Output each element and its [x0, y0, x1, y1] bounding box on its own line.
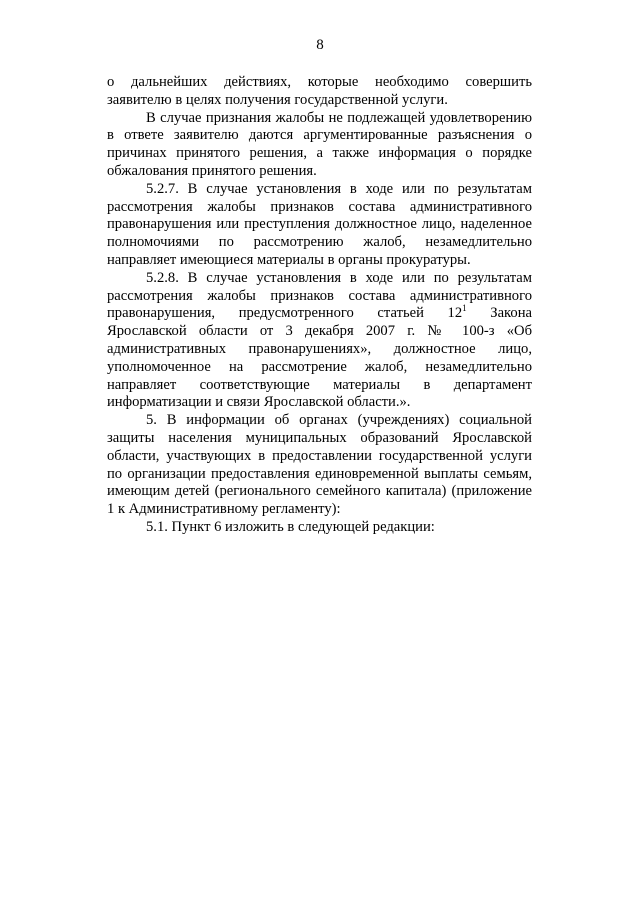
paragraph-5-2-7: 5.2.7. В случае установления в ходе или по результатам рассмотрения жалобы признаков состава административного правонарушения или преступления должностное лицо, наделенное полномочиями по рассмотрению жалоб, незамедлительно направляет имеющиеся материалы в органы прокуратуры.	[107, 180, 532, 268]
paragraph-5-2-8	[107, 270, 532, 412]
paragraph-refusal-explanation: В случае признания жалобы не подлежащей удовлетворению в ответе заявителю даются аргументированные разъяснения о причинах принятого решения, а также информация о порядке обжалования принятого решения.	[107, 109, 532, 179]
paragraph-item-5-1: 5.1. Пункт 6 изложить в следующей редакции:	[146, 518, 435, 535]
paragraph-continuation: о дальнейших действиях, которые необходимо совершить заявителю в целях получения государственной услуги.	[107, 74, 532, 108]
paragraph-item-5: 5. В информации об органах (учреждениях) социальной защиты населения муниципальных образований Ярославской области, участвующих в предоставлении государственной услуги по организации предоставления единовременной выплаты семьям, имеющим детей (регионального семейного капитала) (приложение 1 к Административному регламенту):	[107, 412, 532, 518]
paragraph-5-2-8-text-after: Закона Ярославской области от 3 декабря 2007 г. № 100-з «Об административных правонарушениях», должностное лицо, уполномоченное на рассмотрение жалоб, незамедлительно направляет соответствующие материалы в департамент информатизации и связи Ярославской области.».	[107, 305, 532, 411]
document-body	[107, 74, 532, 537]
article-superscript: 1	[462, 303, 467, 314]
paragraph-5-2-8-text-before: 5.2.8. В случае установления в ходе или по результатам рассмотрения жалобы признаков состава административного правонарушения, предусмотренного статьей 12	[107, 269, 532, 322]
page-number: 8	[316, 37, 324, 53]
